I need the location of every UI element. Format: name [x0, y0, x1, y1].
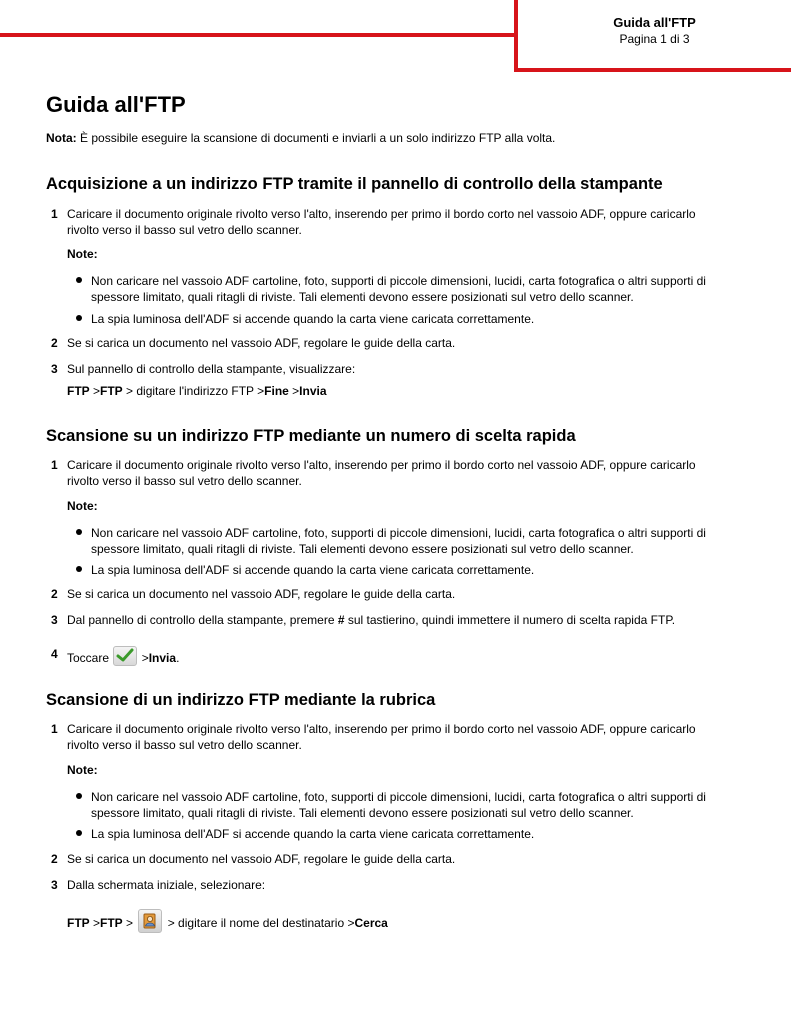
path-fine: Fine: [264, 384, 289, 398]
s2-step-2-text: Se si carica un documento nel vassoio ADF, regolare le guide della carta.: [67, 587, 456, 601]
path-invia: Invia: [299, 384, 327, 398]
path-ftp: FTP: [67, 384, 90, 398]
s2-note-label: Note:: [67, 499, 98, 513]
path-ftp: FTP: [67, 916, 90, 930]
s2-bullet-2: La spia luminosa dell'ADF si accende quando la carta viene caricata correttamente.: [91, 563, 535, 577]
s3-step-3-number: 3: [51, 878, 58, 892]
s3-bullet-1-line-1: Non caricare nel vassoio ADF cartoline, foto, supporti di piccole dimensioni, lucidi, carta fotografica o altri supporti di: [91, 790, 706, 804]
path-sep: >: [89, 916, 101, 930]
s3-step-1-number: 1: [51, 722, 58, 736]
s1-step-1-number: 1: [51, 207, 58, 221]
s2-step-4-part-1: Toccare: [67, 651, 113, 665]
s1-step-3-text: Sul pannello di controllo della stampante, visualizzare:: [67, 362, 356, 376]
intro-note-label: Nota:: [46, 131, 77, 145]
s2-bullet-1-line-2: spessore limitato, quali ritagli di riviste. Tali elementi devono essere posizionati sul vetro dello scanner.: [91, 542, 634, 556]
s3-step-2-text: Se si carica un documento nel vassoio ADF, regolare le guide della carta.: [67, 852, 456, 866]
s2-bullet-1-line-1: Non caricare nel vassoio ADF cartoline, foto, supporti di piccole dimensioni, lucidi, carta fotografica o altri supporti di: [91, 526, 706, 540]
s3-bullet-2-dot: [76, 830, 82, 836]
header-box-bottom: [514, 68, 791, 72]
path-cerca: Cerca: [354, 916, 388, 930]
header-rule: [0, 33, 517, 37]
s2-step-1-text: [67, 457, 747, 489]
path-ftp-2: FTP: [100, 384, 123, 398]
s1-step-3-number: 3: [51, 362, 58, 376]
path-sep: >: [89, 384, 101, 398]
s3-step-3-text: Dalla schermata iniziale, selezionare:: [67, 878, 266, 892]
intro-note-text: È possibile eseguire la scansione di documenti e inviarli a un solo indirizzo FTP alla volta.: [80, 131, 556, 145]
s3-step-2-number: 2: [51, 852, 58, 866]
s1-step-2-number: 2: [51, 336, 58, 350]
s1-step-1-text: [67, 206, 747, 238]
s1-step-1-line-2: rivolto verso il basso sul vetro dello scanner.: [67, 223, 302, 237]
s2-step-3-part-2: sul tastierino, quindi immettere il numero di scelta rapida FTP.: [344, 613, 676, 627]
s2-step-4-number: 4: [51, 647, 58, 661]
s3-bullet-1-line-2: spessore limitato, quali ritagli di riviste. Tali elementi devono essere posizionati sul vetro dello scanner.: [91, 806, 634, 820]
s2-step-4-end: .: [176, 651, 180, 665]
s1-step-1-line-1: Caricare il documento originale rivolto verso l'alto, inserendo per primo il bordo corto nel vassoio ADF, oppure caricarlo: [67, 207, 696, 221]
s3-bullet-1-dot: [76, 793, 82, 799]
s3-step-1-line-2: rivolto verso il basso sul vetro dello scanner.: [67, 738, 302, 752]
checkmark-icon: [113, 646, 137, 666]
s1-step-2-text: Se si carica un documento nel vassoio ADF, regolare le guide della carta.: [67, 336, 456, 350]
s1-bullet-2-dot: [76, 315, 82, 321]
path-sep-recipient: > digitare il nome del destinatario >: [164, 916, 355, 930]
address-book-icon: [138, 909, 162, 933]
s2-step-4-sep: >: [138, 651, 149, 665]
intro-note: [46, 130, 555, 146]
s1-bullet-1: [91, 273, 751, 305]
s1-bullet-1-dot: [76, 277, 82, 283]
s3-note-label: Note:: [67, 763, 98, 777]
path-ftp-2: FTP: [100, 916, 123, 930]
s2-step-1-number: 1: [51, 458, 58, 472]
s2-step-1-line-2: rivolto verso il basso sul vetro dello scanner.: [67, 474, 302, 488]
path-sep-address: > digitare l'indirizzo FTP >: [122, 384, 265, 398]
s1-bullet-1-line-1: Non caricare nel vassoio ADF cartoline, foto, supporti di piccole dimensioni, lucidi, carta fotografica o altri supporti di: [91, 274, 706, 288]
s3-bullet-1: [91, 789, 751, 821]
s3-step-1-line-1: Caricare il documento originale rivolto verso l'alto, inserendo per primo il bordo corto nel vassoio ADF, oppure caricarlo: [67, 722, 696, 736]
s1-bullet-2: La spia luminosa dell'ADF si accende quando la carta viene caricata correttamente.: [91, 312, 535, 326]
s2-step-1-line-1: Caricare il documento originale rivolto verso l'alto, inserendo per primo il bordo corto nel vassoio ADF, oppure caricarlo: [67, 458, 696, 472]
s2-bullet-1-dot: [76, 529, 82, 535]
s3-step-1-text: [67, 721, 747, 753]
s2-step-3-part-1: Dal pannello di controllo della stampante, premere: [67, 613, 338, 627]
s3-bullet-2: La spia luminosa dell'ADF si accende quando la carta viene caricata correttamente.: [91, 827, 535, 841]
page-title: Guida all'FTP: [46, 92, 186, 117]
s1-note-label: Note:: [67, 247, 98, 261]
section-2-heading: Scansione su un indirizzo FTP mediante un numero di scelta rapida: [46, 427, 576, 445]
header-page-number: Pagina 1 di 3: [619, 32, 690, 46]
s3-menu-path: [67, 909, 747, 933]
path-sep: >: [122, 916, 137, 930]
s1-bullet-1-line-2: spessore limitato, quali ritagli di riviste. Tali elementi devono essere posizionati sul vetro dello scanner.: [91, 290, 634, 304]
header-box: [518, 14, 791, 48]
s2-step-4-text: [67, 646, 747, 666]
section-1-heading: Acquisizione a un indirizzo FTP tramite il pannello di controllo della stampante: [46, 175, 663, 193]
section-3-heading: Scansione di un indirizzo FTP mediante la rubrica: [46, 691, 436, 709]
s2-bullet-2-dot: [76, 566, 82, 572]
s1-menu-path: [67, 383, 747, 399]
header-title: Guida all'FTP: [613, 15, 696, 30]
s2-step-3-number: 3: [51, 613, 58, 627]
hash-key: #: [337, 613, 345, 627]
invia-label: Invia: [148, 651, 177, 665]
path-sep: >: [288, 384, 300, 398]
s2-step-3-text: [67, 612, 747, 628]
s2-step-2-number: 2: [51, 587, 58, 601]
s2-bullet-1: [91, 525, 751, 557]
